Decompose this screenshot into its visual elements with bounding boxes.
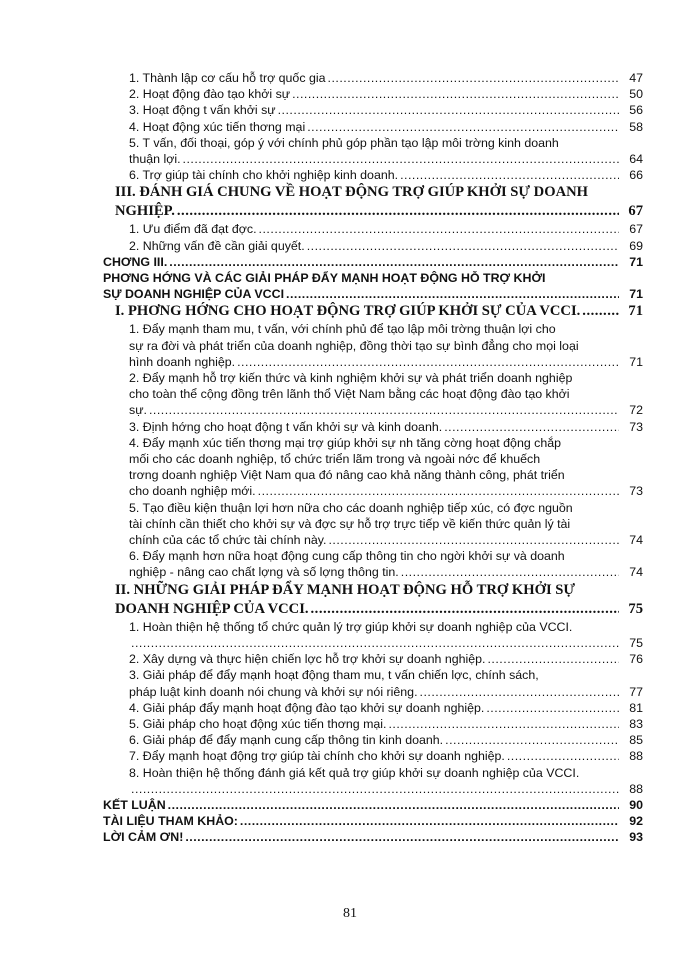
toc-entry xyxy=(103,667,643,699)
toc-page-number: 47 xyxy=(629,71,643,85)
toc-entry xyxy=(103,183,643,221)
toc-page-number: 88 xyxy=(629,781,643,796)
toc-page-number: 64 xyxy=(629,152,643,167)
toc-page-number: 85 xyxy=(629,733,643,748)
toc-page-number: 73 xyxy=(629,419,643,434)
toc-entry xyxy=(103,651,643,667)
dot-leader xyxy=(445,732,619,748)
toc-page-number: 93 xyxy=(629,830,643,845)
toc-page-number: 77 xyxy=(629,684,643,699)
toc-page-number: 69 xyxy=(629,238,643,253)
toc-page-number: 72 xyxy=(629,403,643,418)
toc-entry xyxy=(103,302,643,321)
toc-page-number: 71 xyxy=(628,303,643,320)
toc-page-number: 76 xyxy=(629,652,643,667)
toc-entry xyxy=(103,270,643,302)
toc-entry-text: tài chính cần thiết cho khởi sự và đợc sự hỗ trợ trực tiếp về kiến thức quản lý tài xyxy=(129,516,571,531)
dot-leader xyxy=(237,354,619,370)
toc-page-number: 90 xyxy=(629,797,643,812)
toc-entry-text: nghiệp - nâng cao chất lợng và số lợng thông tin. xyxy=(129,565,399,580)
toc-page-number: 56 xyxy=(629,103,643,118)
toc-page-number: 71 xyxy=(629,354,643,369)
toc-entry-text: 6. Giải pháp để đẩy mạnh cung cấp thông tin kinh doanh. xyxy=(129,733,444,748)
toc-entry xyxy=(103,102,643,118)
dot-leader xyxy=(169,254,619,270)
toc-entry-text: 1. Thành lập cơ cấu hỗ trợ quốc gia xyxy=(129,71,326,85)
toc-page-number: 58 xyxy=(629,119,643,134)
dot-leader xyxy=(183,151,619,167)
toc-entry xyxy=(103,797,643,813)
toc-entry xyxy=(103,135,643,167)
toc-page-number: 81 xyxy=(629,700,643,715)
toc-entry xyxy=(103,419,643,435)
dot-leader xyxy=(185,829,619,845)
dot-leader xyxy=(177,202,619,221)
toc-entry xyxy=(103,119,643,135)
toc-entry-text: 8. Hoàn thiện hệ thống đánh giá kết quả trợ giúp khởi sự doanh nghiệp của VCCI. xyxy=(129,765,580,780)
dot-leader xyxy=(286,286,619,302)
dot-leader xyxy=(258,483,619,499)
toc-entry-text: pháp luật kinh doanh nói chung và khởi sự nói riêng. xyxy=(129,684,418,699)
toc-page-number: 50 xyxy=(629,87,643,102)
toc-page-number: 71 xyxy=(629,254,643,269)
toc-entry-text: LỜI CẢM ƠN! xyxy=(103,830,184,845)
toc-entry xyxy=(103,813,643,829)
toc-entry xyxy=(103,619,643,651)
toc-entry-text: 6. Đẩy mạnh hơn nữa hoạt động cung cấp thông tin cho ngời khởi sự và doanh xyxy=(129,549,565,564)
dot-leader xyxy=(168,797,619,813)
toc-entry-text: III. ĐÁNH GIÁ CHUNG VỀ HOẠT ĐỘNG TRỢ GIÚP KHỞI SỰ DOANH xyxy=(115,184,589,201)
dot-leader xyxy=(507,748,619,764)
toc-page-number: 75 xyxy=(629,635,643,650)
toc-entry-text: 4. Giải pháp đẩy mạnh hoạt động đào tạo khởi sự doanh nghiệp. xyxy=(129,700,485,715)
toc-entry xyxy=(103,70,643,86)
dot-leader xyxy=(420,684,619,700)
dot-leader xyxy=(487,651,619,667)
toc-entry xyxy=(103,221,643,237)
toc-page-number: 66 xyxy=(629,168,643,183)
toc-entry-text: 5. T vấn, đối thoại, góp ý với chính phủ góp phần tạo lập môi trờng kinh doanh xyxy=(129,135,559,150)
toc-entry-text: 4. Đẩy mạnh xúc tiến thơng mại trợ giúp khởi sự nh tăng cờng hoạt động chắp xyxy=(129,435,562,450)
toc-entry-text: 7. Đẩy mạnh hoạt động trợ giúp tài chính cho khởi sự doanh nghiệp. xyxy=(129,749,505,764)
toc-entry-text: sự ra đời và phát triển của doanh nghiệp, đồng thời tạo sự bình đẳng cho mọi loại xyxy=(129,338,579,353)
page-number: 81 xyxy=(343,906,357,921)
dot-leader xyxy=(259,221,619,237)
toc-entry-text: 1. Hoàn thiện hệ thống tổ chức quản lý trợ giúp khởi sự doanh nghiệp của VCCI. xyxy=(129,619,573,634)
dot-leader xyxy=(311,600,619,619)
toc-entry xyxy=(103,548,643,580)
toc-entry xyxy=(103,765,643,797)
toc-entry-text: 2. Những vấn đề cần giải quyết. xyxy=(129,238,305,253)
toc-entry-text: 2. Đẩy mạnh hỗ trợ kiến thức và kinh nghiệm khởi sự và phát triển doanh nghiệp xyxy=(129,371,573,386)
toc-entry-text: thuận lợi. xyxy=(129,152,181,167)
toc-entry-text: 6. Trợ giúp tài chính cho khởi nghiệp kinh doanh. xyxy=(129,168,399,183)
toc-entry-text: SỰ DOANH NGHIỆP CỦA VCCI xyxy=(103,287,285,302)
toc-entry-text: 1. Đẩy mạnh tham mu, t vấn, với chính phủ để tạo lập môi trờng thuận lợi cho xyxy=(129,322,556,337)
toc-entry xyxy=(103,435,643,500)
toc-page-number: 73 xyxy=(629,484,643,499)
dot-leader xyxy=(131,781,619,797)
toc-entry xyxy=(103,700,643,716)
toc-entry xyxy=(103,829,643,845)
toc-entry xyxy=(103,581,643,619)
toc-entry-text: TÀI LIỆU THAM KHẢO: xyxy=(103,814,238,829)
toc-page-number: 67 xyxy=(629,222,643,237)
toc-entry-text: cho doanh nghiệp mới. xyxy=(129,484,256,499)
dot-leader xyxy=(401,564,619,580)
dot-leader xyxy=(388,716,619,732)
toc-entry-text: hình doanh nghiệp. xyxy=(129,354,236,369)
toc-entry xyxy=(103,167,643,183)
dot-leader xyxy=(328,532,619,548)
toc-entry xyxy=(103,370,643,419)
toc-entry-text: 5. Giải pháp cho hoạt động xúc tiến thơng mại. xyxy=(129,716,387,731)
toc-page-number: 88 xyxy=(629,749,643,764)
toc-entry-text: NGHIỆP. xyxy=(115,203,175,220)
dot-leader xyxy=(292,86,619,102)
table-of-contents xyxy=(103,70,643,846)
dot-leader xyxy=(400,167,619,183)
toc-entry xyxy=(103,716,643,732)
dot-leader xyxy=(278,102,619,118)
toc-entry-text: DOANH NGHIỆP CỦA VCCI. xyxy=(115,600,309,617)
dot-leader xyxy=(307,238,619,254)
toc-page-number: 83 xyxy=(629,716,643,731)
toc-entry-text: 4. Hoạt động xúc tiến thơng mại xyxy=(129,119,306,134)
toc-entry-text: KẾT LUẬN xyxy=(103,797,166,812)
toc-entry-text: 2. Xây dựng và thực hiện chiến lợc hỗ trợ khởi sự doanh nghiệp. xyxy=(129,652,486,667)
toc-entry xyxy=(103,254,643,270)
toc-entry-text: 5. Tạo điều kiện thuận lợi hơn nữa cho các doanh nghiệp tiếp xúc, có đợc nguồn xyxy=(129,500,573,515)
dot-leader xyxy=(240,813,619,829)
toc-entry-text: CHƠNG III. xyxy=(103,254,168,269)
toc-entry-text: chính của các tổ chức tài chính này. xyxy=(129,533,327,548)
toc-entry-text: II. NHỮNG GIẢI PHÁP ĐẨY MẠNH HOẠT ĐỘNG HỖ TRỢ KHỞI SỰ xyxy=(115,581,576,598)
dot-leader xyxy=(486,700,619,716)
toc-entry xyxy=(103,732,643,748)
dot-leader xyxy=(131,635,619,651)
toc-entry xyxy=(103,321,643,370)
toc-page-number: 67 xyxy=(628,203,643,220)
toc-entry-text: 3. Giải pháp để đẩy mạnh hoạt động tham mu, t vấn chiến lợc, chính sách, xyxy=(129,668,539,683)
toc-entry xyxy=(103,86,643,102)
toc-entry-text: cho toàn thể cộng đồng trên lãnh thổ Việt Nam bằng các hoạt động đào tạo khởi xyxy=(129,387,570,402)
toc-entry-text: 2. Hoạt động đào tạo khởi sự xyxy=(129,87,291,102)
toc-entry-text: PHƠNG HỚNG VÀ CÁC GIẢI PHÁP ĐẨY MẠNH HOẠT ĐỘNG HỖ TRỢ KHỞI xyxy=(103,271,546,286)
dot-leader xyxy=(582,302,619,321)
toc-entry-text: 3. Hoạt động t vấn khởi sự xyxy=(129,103,276,118)
dot-leader xyxy=(444,419,619,435)
dot-leader xyxy=(328,70,620,86)
dot-leader xyxy=(149,402,619,418)
toc-page-number: 75 xyxy=(628,600,643,617)
toc-entry xyxy=(103,500,643,549)
toc-page-number: 71 xyxy=(629,287,643,302)
toc-entry-text: I. PHƠNG HỚNG CHO HOẠT ĐỘNG TRỢ GIÚP KHỞI SỰ CỦA VCCI. xyxy=(115,303,581,320)
toc-entry xyxy=(103,238,643,254)
toc-entry-text: mối cho các doanh nghiệp, tổ chức triển lãm trong và ngoài nớc để khuếch xyxy=(129,452,541,467)
dot-leader xyxy=(307,119,619,135)
toc-page-number: 74 xyxy=(629,565,643,580)
toc-entry-text: sự. xyxy=(129,403,147,418)
toc-entry-text: trơng doanh nghiệp Việt Nam qua đó nâng cao khả năng thành công, phát triển xyxy=(129,468,565,483)
toc-entry-text: 3. Định hớng cho hoạt động t vấn khởi sự và kinh doanh. xyxy=(129,419,443,434)
toc-entry-text: 1. Ưu điểm đã đạt đợc. xyxy=(129,222,257,237)
toc-entry xyxy=(103,748,643,764)
toc-page-number: 92 xyxy=(629,814,643,829)
toc-page-number: 74 xyxy=(629,533,643,548)
